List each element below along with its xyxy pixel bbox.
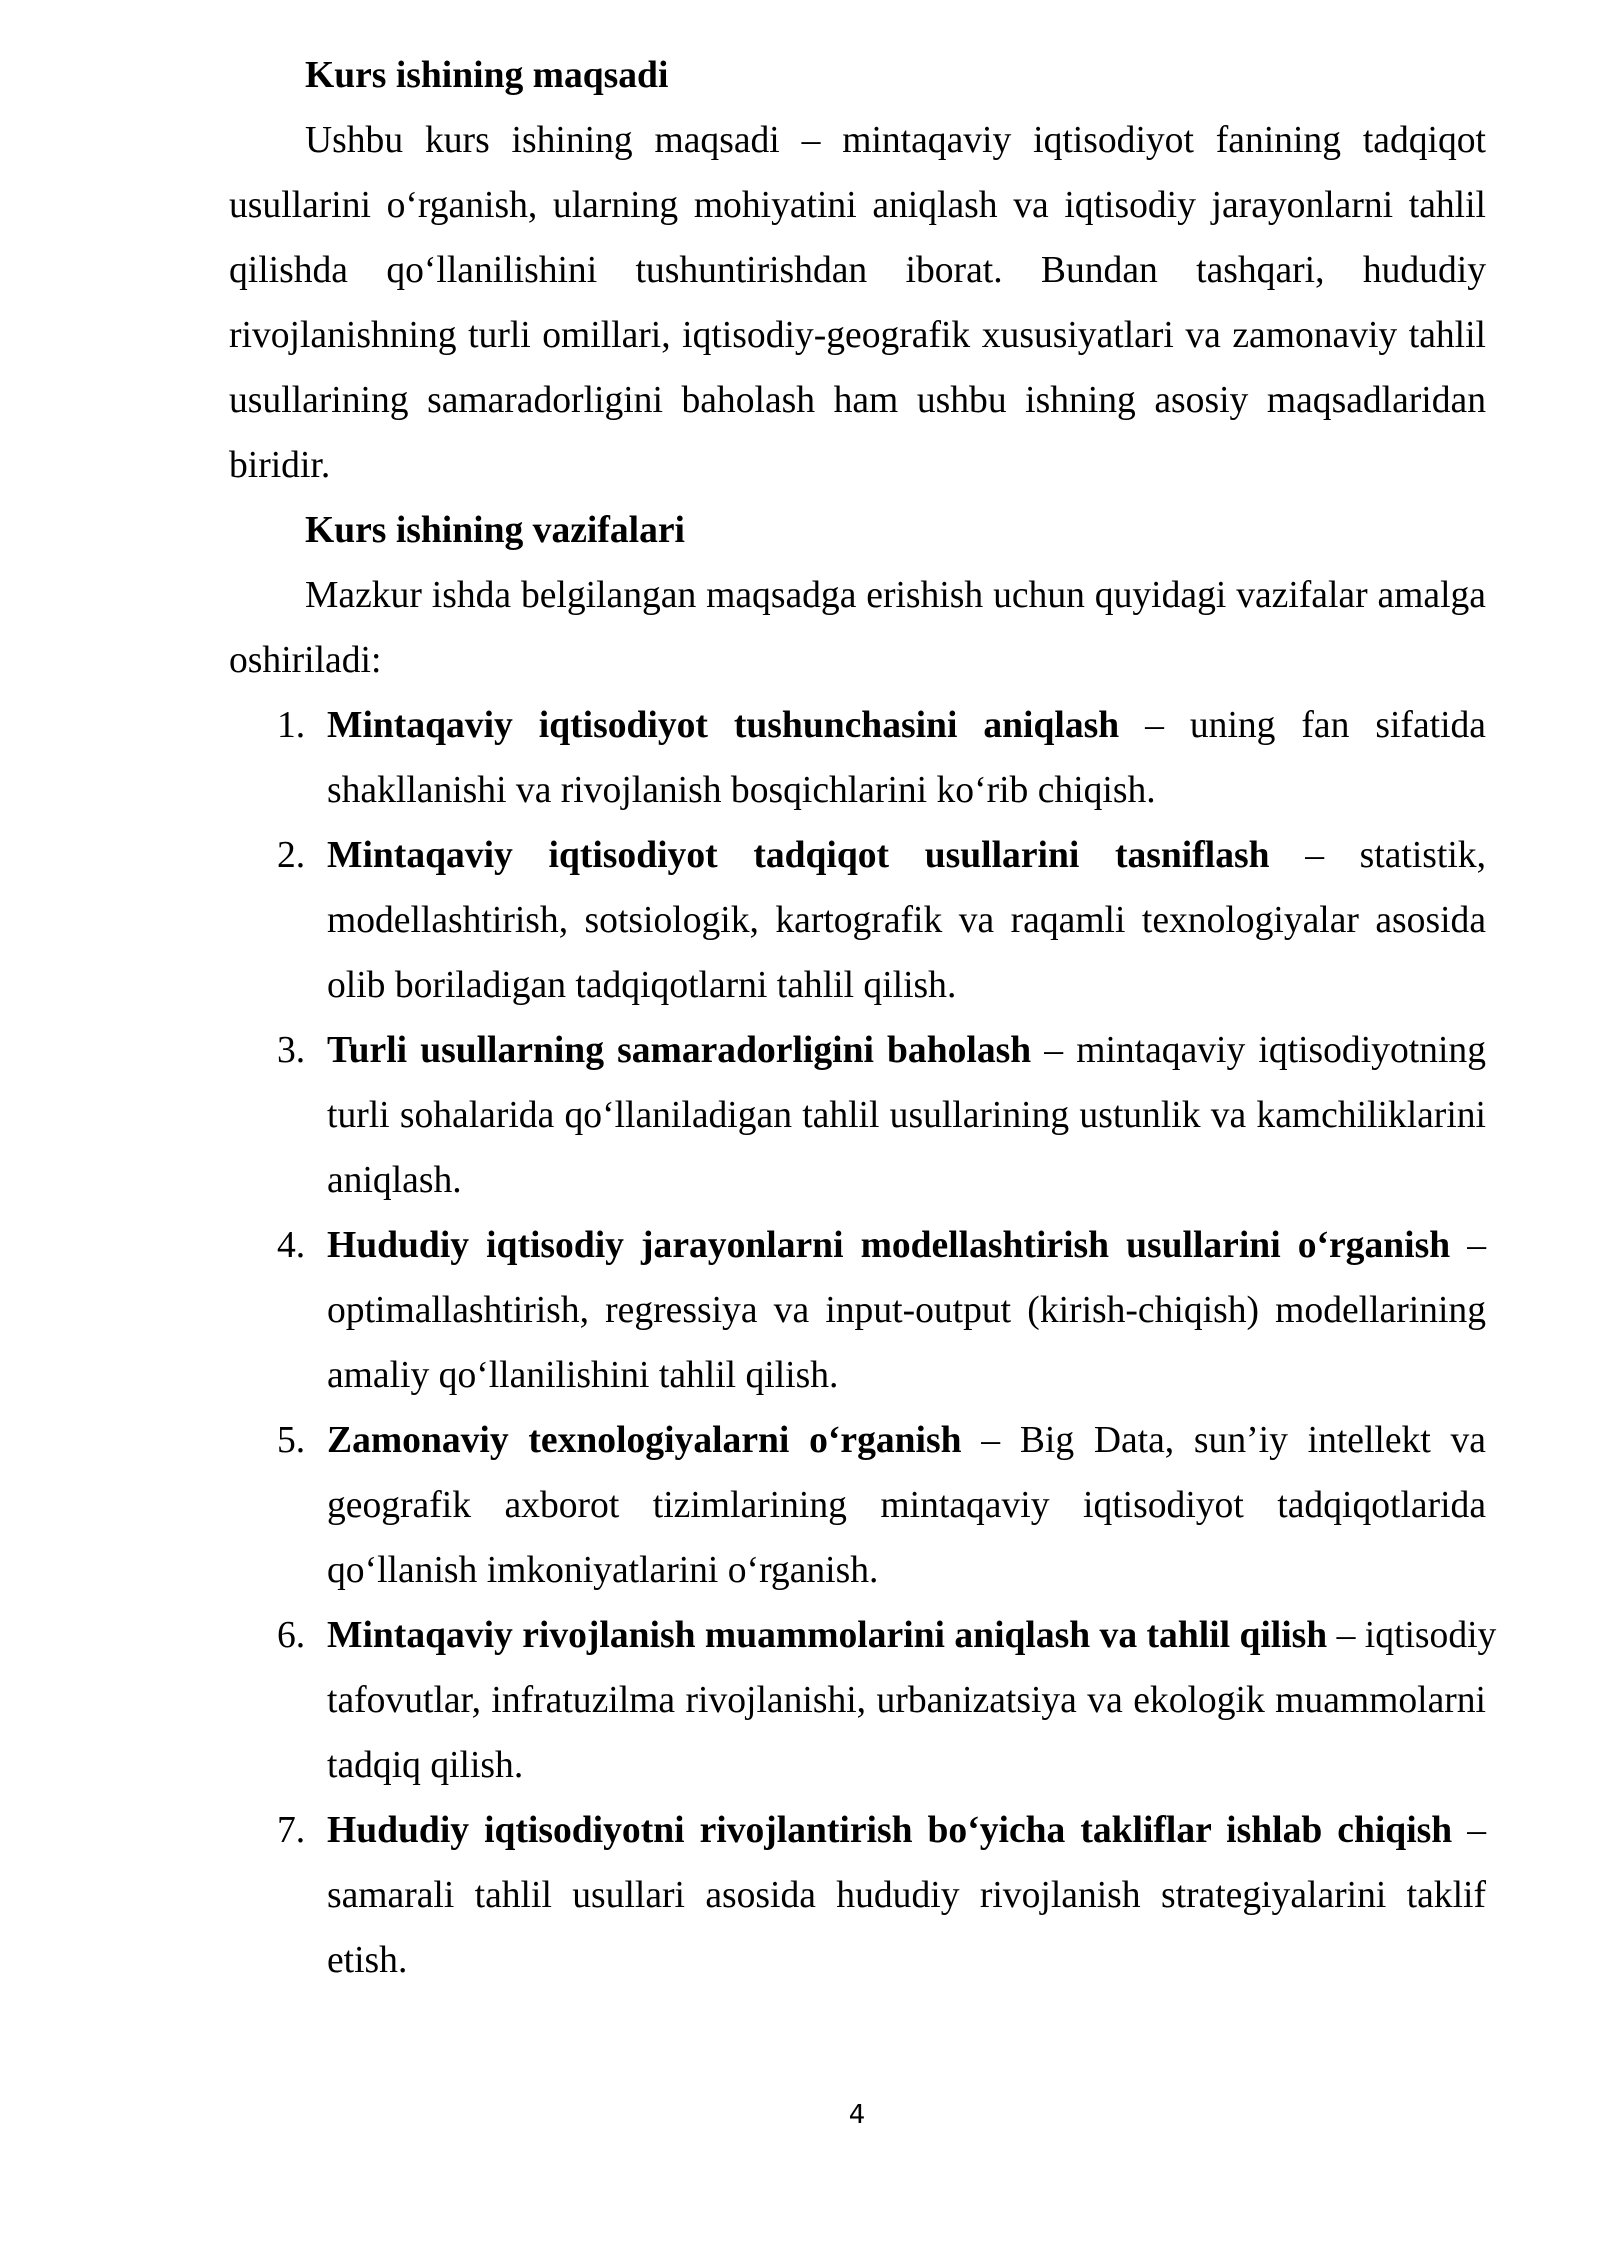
- list-item-line: shakllanishi va rivojlanish bosqichlarini ko‘rib chiqish.: [327, 770, 1156, 811]
- content-area: [229, 43, 1497, 1993]
- list-item-line: amaliy qo‘llanilishini tahlil qilish.: [327, 1355, 839, 1396]
- list-item-line: optimallashtirish, regressiya va input-output (kirish-chiqish) modellarining: [327, 1290, 1486, 1331]
- list-item-first-line: [327, 1018, 1486, 1083]
- list-item: [277, 1798, 1487, 1993]
- list-item-number: 7.: [277, 1810, 306, 1851]
- paragraph-line: qilishda qo‘llanilishini tushuntirishdan iborat. Bundan tashqari, hududiy: [229, 250, 1486, 291]
- list-item-first-line: [327, 823, 1486, 888]
- goal-paragraph: [229, 108, 1486, 498]
- list-item-first-line: [327, 1213, 1486, 1278]
- list-item: [277, 1603, 1497, 1798]
- list-item-number: 6.: [277, 1615, 306, 1656]
- list-item-first-line: [327, 693, 1486, 758]
- paragraph-line: usullarini o‘rganish, ularning mohiyatini aniqlash va iqtisodiy jarayonlarni tahlil: [229, 185, 1486, 226]
- list-item-title: Zamonaviy texnologiyalarni o‘rganish: [327, 1420, 962, 1461]
- list-item-text: – mintaqaviy iqtisodiyotning: [1044, 1030, 1486, 1071]
- list-item-text: – uning fan sifatida: [1145, 705, 1486, 746]
- list-item-number: 4.: [277, 1225, 306, 1266]
- page-number: 4: [848, 2100, 866, 2130]
- paragraph-line: rivojlanishning turli omillari, iqtisodiy-geografik xususiyatlari va zamonaviy tahlil: [229, 315, 1486, 356]
- list-item-text: –: [1467, 1810, 1487, 1851]
- list-item-number: 5.: [277, 1420, 306, 1461]
- list-item-line: turli sohalarida qo‘llaniladigan tahlil usullarining ustunlik va kamchiliklarini: [327, 1095, 1486, 1136]
- paragraph-line: biridir.: [229, 445, 331, 486]
- list-item-first-line: [327, 1798, 1486, 1863]
- list-item-line: olib boriladigan tadqiqotlarni tahlil qilish.: [327, 965, 957, 1006]
- list-item-number: 1.: [277, 705, 306, 746]
- list-item-line: modellashtirish, sotsiologik, kartografik va raqamli texnologiyalar asosida: [327, 900, 1486, 941]
- paragraph-line: usullarining samaradorligini baholash ham ushbu ishning asosiy maqsadlaridan: [229, 380, 1486, 421]
- list-item-title: Hududiy iqtisodiy jarayonlarni modellashtirish usullarini o‘rganish: [327, 1225, 1451, 1266]
- paragraph-line: oshiriladi:: [229, 640, 382, 681]
- list-item: [277, 1018, 1486, 1213]
- list-item-line: aniqlash.: [327, 1160, 462, 1201]
- list-item-title: Turli usullarning samaradorligini baholash: [327, 1030, 1032, 1071]
- list-item-title: Mintaqaviy iqtisodiyot tushunchasini aniqlash: [327, 705, 1120, 746]
- list-item-line: etish.: [327, 1940, 408, 1981]
- paragraph-line: Mazkur ishda belgilangan maqsadga erishish uchun quyidagi vazifalar amalga: [305, 575, 1486, 616]
- list-item-line: tafovutlar, infratuzilma rivojlanishi, urbanizatsiya va ekologik muammolarni: [327, 1680, 1486, 1721]
- list-item-first-line: [327, 1603, 1497, 1668]
- list-item-text: – Big Data, sun’iy intellekt va: [981, 1420, 1486, 1461]
- list-item-title: Mintaqaviy iqtisodiyot tadqiqot usullarini tasniflash: [327, 835, 1270, 876]
- list-item-title: Mintaqaviy rivojlanish muammolarini aniqlash va tahlil qilish: [327, 1615, 1328, 1656]
- list-item-number: 3.: [277, 1030, 306, 1071]
- tasks-list: [229, 693, 1497, 1993]
- list-item: [277, 693, 1486, 823]
- list-item-line: samarali tahlil usullari asosida hududiy rivojlanish strategiyalarini taklif: [327, 1875, 1486, 1916]
- tasks-intro-paragraph: [229, 563, 1486, 693]
- list-item-first-line: [327, 1408, 1486, 1473]
- paragraph-line: Ushbu kurs ishining maqsadi – mintaqaviy iqtisodiyot fanining tadqiqot: [305, 120, 1486, 161]
- list-item-text: –: [1467, 1225, 1486, 1266]
- list-item: [277, 1408, 1486, 1603]
- list-item: [277, 823, 1486, 1018]
- list-item-number: 2.: [277, 835, 306, 876]
- list-item: [277, 1213, 1486, 1408]
- list-item-line: tadqiq qilish.: [327, 1745, 524, 1786]
- list-item-line: qo‘llanish imkoniyatlarini o‘rganish.: [327, 1550, 879, 1591]
- list-item-text: – statistik,: [1305, 835, 1486, 876]
- list-item-line: geografik axborot tizimlarining mintaqaviy iqtisodiyot tadqiqotlarida: [327, 1485, 1486, 1526]
- list-item-title: Hududiy iqtisodiyotni rivojlantirish bo‘yicha takliflar ishlab chiqish: [327, 1810, 1453, 1851]
- section-heading-tasks: Kurs ishining vazifalari: [305, 510, 686, 551]
- section-heading-goal: Kurs ishining maqsadi: [305, 55, 669, 96]
- list-item-text: – iqtisodiy: [1336, 1615, 1497, 1656]
